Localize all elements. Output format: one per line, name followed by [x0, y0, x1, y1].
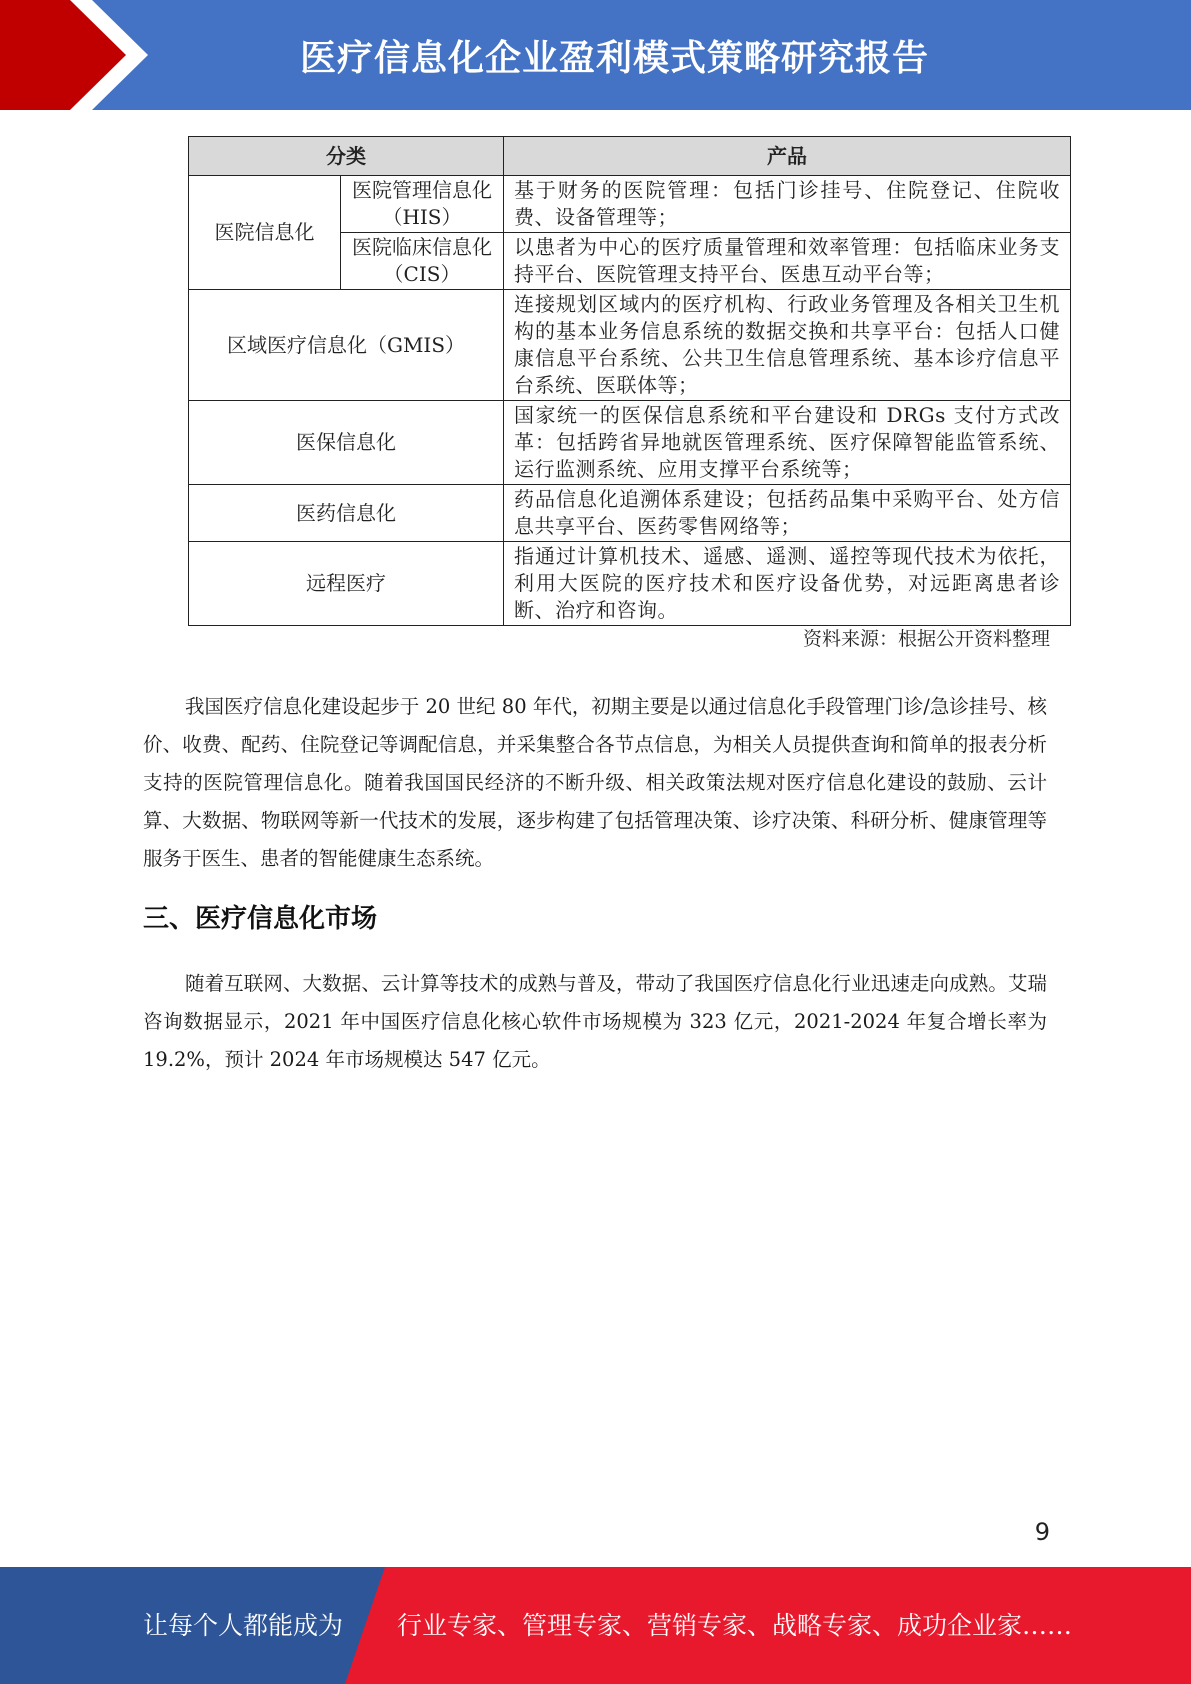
product-cell: 连接规划区域内的医疗机构、行政业务管理及各相关卫生机构的基本业务信息系统的数据交换和共享平台：包括人口健康信息平台系统、公共卫生信息管理系统、基本诊疗信息平台系统、医联体等；	[504, 290, 1071, 401]
header-category: 分类	[189, 137, 504, 176]
table-row	[189, 176, 1071, 233]
body-paragraph: 随着互联网、大数据、云计算等技术的成熟与普及，带动了我国医疗信息化行业迅速走向成熟。艾瑞咨询数据显示，2021 年中国医疗信息化核心软件市场规模为 323 亿元，2021-2024 年复合增长率为 19.2%，预计 2024 年市场规模达 547 亿元。	[143, 972, 1047, 1071]
table-header-row	[189, 137, 1071, 176]
header-banner	[0, 0, 1191, 110]
category-cell: 区域医疗信息化（GMIS）	[189, 290, 504, 401]
product-cell: 指通过计算机技术、遥感、遥测、遥控等现代技术为依托，利用大医院的医疗技术和医疗设备优势，对远距离患者诊断、治疗和咨询。	[504, 542, 1071, 626]
product-cell: 基于财务的医院管理：包括门诊挂号、住院登记、住院收费、设备管理等；	[504, 176, 1071, 233]
product-cell: 药品信息化追溯体系建设；包括药品集中采购平台、处方信息共享平台、医药零售网络等；	[504, 485, 1071, 542]
page-number: 9	[1034, 1518, 1050, 1546]
table-row	[189, 485, 1071, 542]
subcategory-cell: 医院临床信息化（CIS）	[341, 233, 504, 290]
category-cell: 医保信息化	[189, 401, 504, 485]
footer-slogan-right: 行业专家、管理专家、营销专家、战略专家、成功企业家……	[397, 1611, 1073, 1640]
category-cell: 医院信息化	[189, 176, 341, 290]
footer-slogan-left: 让每个人都能成为	[143, 1611, 344, 1640]
table-row	[189, 290, 1071, 401]
header-product: 产品	[504, 137, 1071, 176]
table-row	[189, 542, 1071, 626]
table-row	[189, 401, 1071, 485]
table-source-note: 资料来源：根据公开资料整理	[802, 628, 1050, 650]
subcategory-cell: 医院管理信息化（HIS）	[341, 176, 504, 233]
section-heading: 三、医疗信息化市场	[143, 904, 378, 934]
product-cell: 以患者为中心的医疗质量管理和效率管理：包括临床业务支持平台、医院管理支持平台、医患互动平台等；	[504, 233, 1071, 290]
body-paragraph: 我国医疗信息化建设起步于 20 世纪 80 年代，初期主要是以通过信息化手段管理门诊/急诊挂号、核价、收费、配药、住院登记等调配信息，并采集整合各节点信息，为相关人员提供查询和简单的报表分析支持的医院管理信息化。随着我国国民经济的不断升级、相关政策法规对医疗信息化建设的鼓励、云计算、大数据、物联网等新一代技术的发展，逐步构建了包括管理决策、诊疗决策、科研分析、健康管理等服务于医生、患者的智能健康生态系统。	[143, 695, 1047, 870]
classification-table	[188, 136, 1071, 626]
report-title: 医疗信息化企业盈利模式策略研究报告	[300, 37, 930, 79]
footer-banner	[0, 1567, 1191, 1684]
category-cell: 远程医疗	[189, 542, 504, 626]
chevron-arrow-icon	[0, 0, 160, 110]
category-cell: 医药信息化	[189, 485, 504, 542]
product-cell: 国家统一的医保信息系统和平台建设和 DRGs 支付方式改革：包括跨省异地就医管理系统、医疗保障智能监管系统、运行监测系统、应用支撑平台系统等；	[504, 401, 1071, 485]
